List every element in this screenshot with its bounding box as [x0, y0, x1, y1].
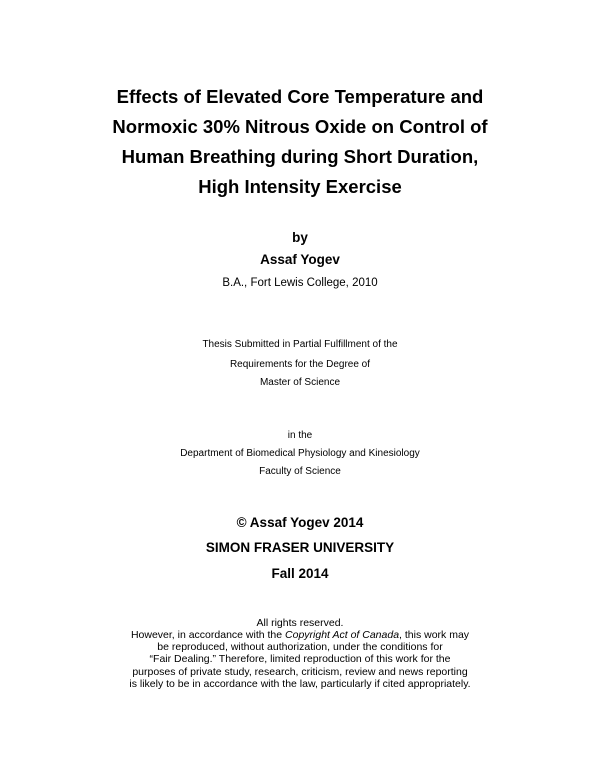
rights-line-6: is likely to be in accordance with the law, particularly if cited appropriately. — [129, 678, 471, 690]
submission-line-3: Master of Science — [259, 377, 341, 388]
thesis-title-line-1: Effects of Elevated Core Temperature and — [116, 86, 484, 107]
prior-degree: B.A., Fort Lewis College, 2010 — [222, 277, 378, 289]
rights-line-2-post: , this work may — [399, 629, 470, 641]
in-the-label: in the — [287, 430, 313, 441]
rights-line-1: All rights reserved. — [256, 617, 344, 629]
author-name: Assaf Yogev — [260, 252, 340, 267]
rights-line-3: be reproduced, without authorization, under the conditions for — [157, 641, 443, 653]
copyright-notice: © Assaf Yogev 2014 — [236, 515, 364, 530]
thesis-title-line-3: Human Breathing during Short Duration, — [121, 146, 479, 167]
submission-line-1: Thesis Submitted in Partial Fulfillment of the — [202, 339, 398, 350]
by-label: by — [292, 230, 308, 245]
thesis-title-line-4: High Intensity Exercise — [198, 176, 402, 197]
rights-line-2-pre: However, in accordance with the — [130, 629, 286, 641]
department-name: Department of Biomedical Physiology and Kinesiology — [180, 448, 420, 459]
rights-line-5: purposes of private study, research, criticism, review and news reporting — [132, 666, 468, 678]
rights-line-2 — [0, 629, 600, 641]
faculty-name: Faculty of Science — [259, 466, 341, 477]
copyright-act-title: Copyright Act of Canada — [285, 629, 400, 641]
thesis-title-line-2: Normoxic 30% Nitrous Oxide on Control of — [112, 116, 488, 137]
submission-line-2: Requirements for the Degree of — [229, 359, 371, 370]
university-name: SIMON FRASER UNIVERSITY — [205, 540, 395, 555]
term: Fall 2014 — [271, 566, 329, 581]
rights-line-4: “Fair Dealing.” Therefore, limited reproduction of this work for the — [149, 653, 451, 665]
